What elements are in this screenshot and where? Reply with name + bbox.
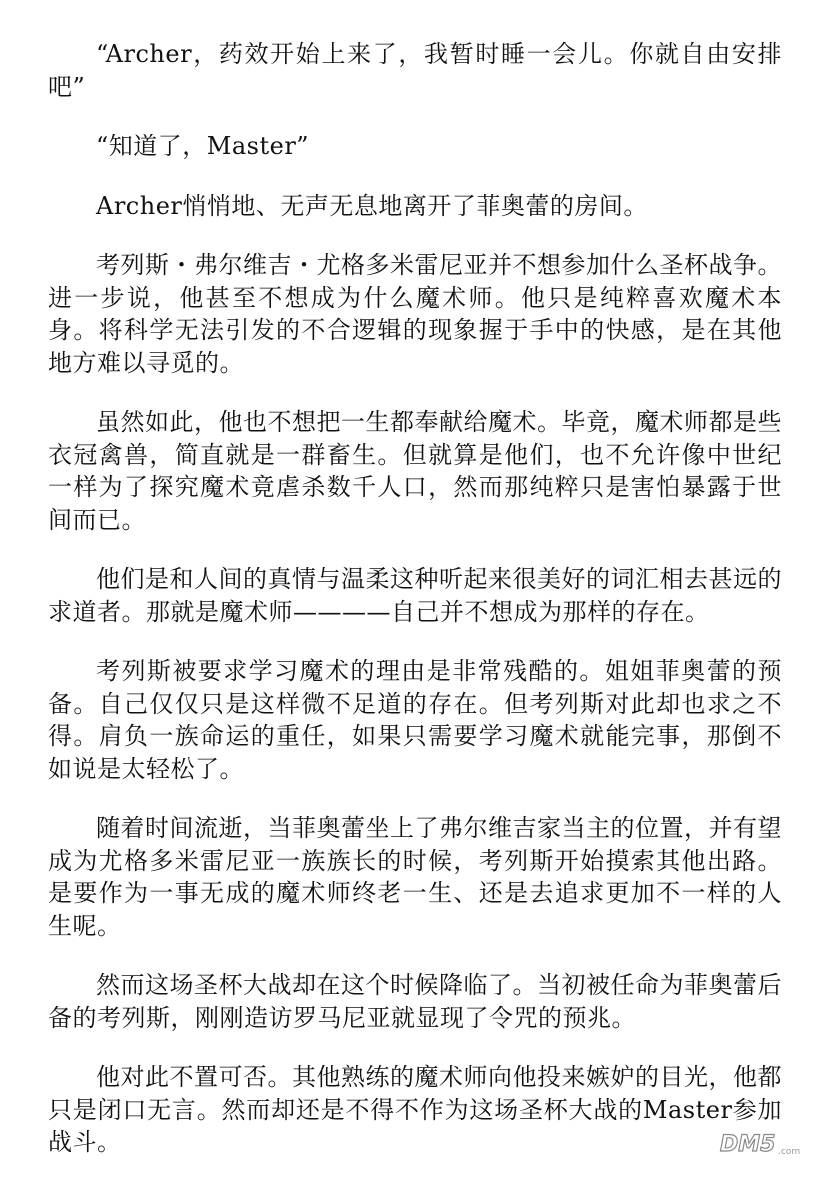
paragraph-7: 考列斯被要求学习魔术的理由是非常残酷的。姐姐菲奥蕾的预备。自己仅仅只是这样微不足道的存在。但考列斯对此却也求之不得。肩负一族命运的重任，如果只需要学习魔术就能完事，那倒不如说是太轻松了。 <box>48 657 782 783</box>
paragraph-2: “知道了，Master” <box>96 132 310 160</box>
paragraph-10: 他对此不置可否。其他熟练的魔术师向他投来嫉妒的目光，他都只是闭口无言。然而却还是不得不作为这场圣杯大战的Master参加战斗。 <box>48 1063 782 1156</box>
watermark-sub-text: .com <box>778 1147 801 1157</box>
novel-page-text <box>48 38 782 1186</box>
paragraph-3: Archer悄悄地、无声无息地离开了菲奥蕾的房间。 <box>96 191 648 220</box>
paragraph-6: 他们是和人间的真情与温柔这种听起来很美好的词汇相去甚远的求道者。那就是魔术师————自己并不想成为那样的存在。 <box>48 565 782 626</box>
paragraph-5: 虽然如此，他也不想把一生都奉献给魔术。毕竟，魔术师都是些衣冠禽兽，简直就是一群畜生。但就算是他们，也不允许像中世纪一样为了探究魔术竟虐杀数千人口，然而那纯粹只是害怕暴露于世间而已。 <box>48 408 782 534</box>
dm5-watermark-logo <box>718 1127 814 1161</box>
watermark-logo-text: DM5 <box>720 1132 776 1157</box>
paragraph-8: 随着时间流逝，当菲奥蕾坐上了弗尔维吉家当主的位置，并有望成为尤格多米雷尼亚一族族长的时候，考列斯开始摸索其他出路。是要作为一事无成的魔术师终老一生、还是去追求更加不一样的人生呢。 <box>48 814 782 940</box>
paragraph-4: 考列斯・弗尔维吉・尤格多米雷尼亚并不想参加什么圣杯战争。进一步说，他甚至不想成为什么魔术师。他只是纯粹喜欢魔术本身。将科学无法引发的不合逻辑的现象握于手中的快感，是在其他地方难以寻觅的。 <box>48 251 782 377</box>
paragraph-1: “Archer，药效开始上来了，我暂时睡一会儿。你就自由安排吧” <box>48 40 782 101</box>
paragraph-9: 然而这场圣杯大战却在这个时候降临了。当初被任命为菲奥蕾后备的考列斯，刚刚造访罗马尼亚就显现了令咒的预兆。 <box>48 971 782 1032</box>
